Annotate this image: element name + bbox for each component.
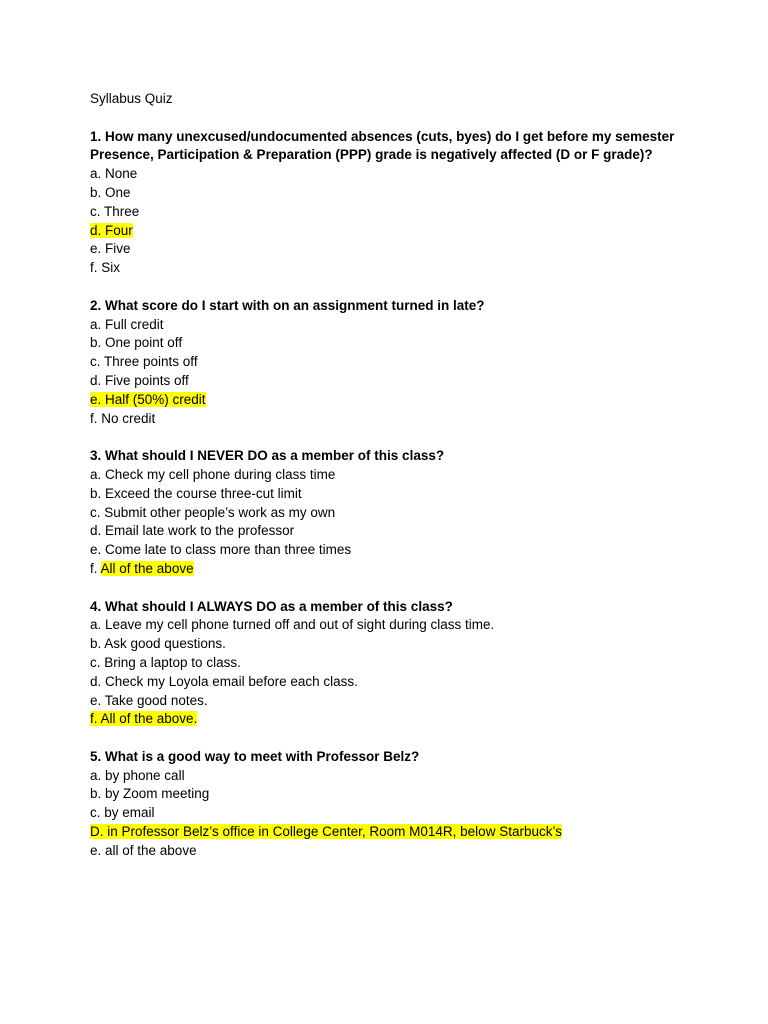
answer-option: [90, 560, 690, 579]
question-text: 2. What score do I start with on an assignment turned in late?: [90, 297, 485, 313]
question-2: [90, 297, 690, 429]
question-text: 3. What should I NEVER DO as a member of this class?: [90, 448, 445, 464]
option-prefix: f.: [90, 560, 101, 576]
question-text: 5. What is a good way to meet with Professor Belz?: [90, 748, 420, 764]
answer-option: [90, 823, 690, 842]
answer-option: c. Three: [90, 203, 140, 219]
answer-option: a. Leave my cell phone turned off and out of sight during class time.: [90, 617, 495, 633]
answer-option: e. Take good notes.: [90, 692, 208, 708]
answer-option: b. by Zoom meeting: [90, 786, 210, 802]
document-page: [90, 90, 690, 861]
answer-option: [90, 222, 690, 241]
question-list: [90, 128, 690, 861]
highlighted-answer: d. Four: [90, 222, 133, 238]
answer-option: d. Five points off: [90, 372, 189, 388]
question-text: 1. How many unexcused/undocumented absences (cuts, byes) do I get before my semester Presence, Participation & Preparation (PPP) grade is negatively affected (D or F grade)?: [90, 128, 675, 163]
answer-option: e. Come late to class more than three times: [90, 542, 352, 558]
answer-option: c. Three points off: [90, 354, 198, 370]
answer-option: d. Check my Loyola email before each class.: [90, 673, 358, 689]
answer-option: c. Bring a laptop to class.: [90, 654, 241, 670]
answer-option: b. One point off: [90, 335, 183, 351]
question-text: 4. What should I ALWAYS DO as a member of this class?: [90, 598, 453, 614]
answer-option: e. Five: [90, 241, 131, 257]
answer-option: f. No credit: [90, 410, 156, 426]
highlighted-answer: All of the above: [100, 560, 194, 576]
answer-option: [90, 710, 690, 729]
answer-option: c. Submit other people’s work as my own: [90, 504, 336, 520]
answer-option: [90, 391, 690, 410]
highlighted-answer: D. in Professor Belz’s office in College Center, Room M014R, below Starbuck’s: [90, 824, 562, 840]
answer-option: a. Check my cell phone during class time: [90, 466, 336, 482]
answer-option: d. Email late work to the professor: [90, 523, 295, 539]
answer-option: a. Full credit: [90, 316, 164, 332]
answer-option: b. Exceed the course three-cut limit: [90, 485, 302, 501]
answer-option: c. by email: [90, 805, 155, 821]
question-1: [90, 128, 690, 278]
answer-option: f. Six: [90, 260, 121, 276]
question-3: [90, 447, 690, 579]
highlighted-answer: f. All of the above.: [90, 711, 198, 727]
question-5: [90, 748, 690, 861]
quiz-title: Syllabus Quiz: [90, 91, 173, 106]
answer-option: a. by phone call: [90, 767, 185, 783]
question-4: [90, 598, 690, 730]
answer-option: b. Ask good questions.: [90, 636, 226, 652]
answer-option: a. None: [90, 166, 138, 182]
answer-option: e. all of the above: [90, 842, 197, 858]
highlighted-answer: e. Half (50%) credit: [90, 391, 206, 407]
answer-option: b. One: [90, 184, 131, 200]
